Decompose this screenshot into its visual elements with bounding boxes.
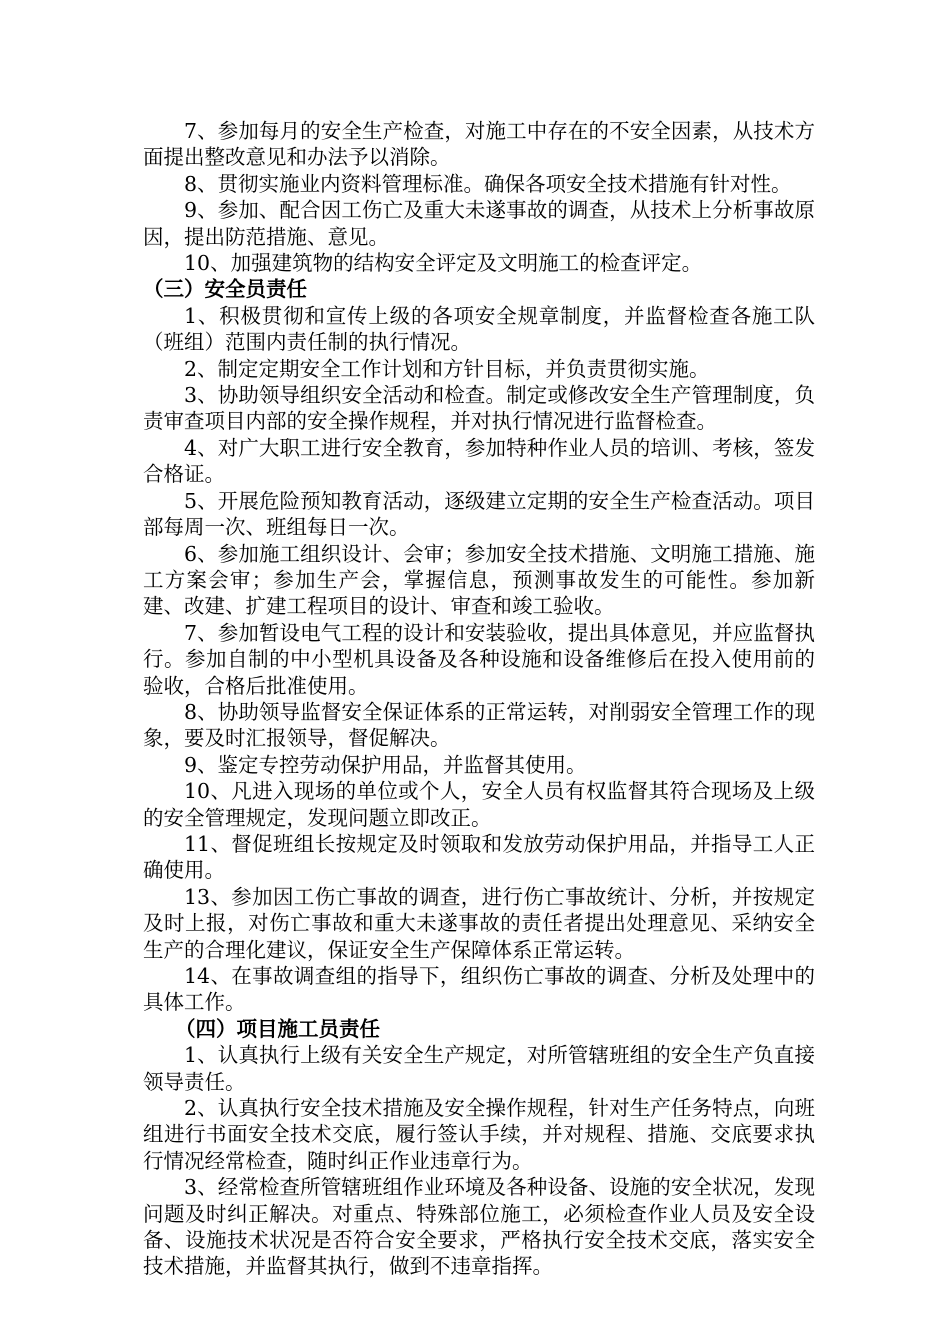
paragraph: 3、协助领导组织安全活动和检查。制定或修改安全生产管理制度，负责审查项目内部的安全操作规程，并对执行情况进行监督检查。 xyxy=(143,383,815,434)
paragraph: 7、参加每月的安全生产检查，对施工中存在的不安全因素，从技术方面提出整改意见和办法予以消除。 xyxy=(143,119,815,170)
paragraph: 8、协助领导监督安全保证体系的正常运转，对削弱安全管理工作的现象，要及时汇报领导，督促解决。 xyxy=(143,699,815,751)
paragraph: 4、对广大职工进行安全教育，参加特种作业人员的培训、考核，签发合格证。 xyxy=(143,435,815,487)
paragraph: 14、在事故调查组的指导下，组织伤亡事故的调查、分析及处理中的具体工作。 xyxy=(143,964,815,1015)
paragraph: 2、制定定期安全工作计划和方针目标，并负责贯彻实施。 xyxy=(184,356,710,381)
paragraph: 1、认真执行上级有关安全生产规定，对所管辖班组的安全生产负直接领导责任。 xyxy=(143,1043,815,1094)
paragraph: 8、贯彻实施业内资料管理标准。确保各项安全技术措施有针对性。 xyxy=(184,171,792,196)
paragraph: 11、督促班组长按规定及时领取和发放劳动保护用品，并指导工人正确使用。 xyxy=(143,831,815,883)
paragraph: 9、鉴定专控劳动保护用品，并监督其使用。 xyxy=(184,752,587,777)
document-body xyxy=(143,118,815,1280)
paragraph: 10、加强建筑物的结构安全评定及文明施工的检查评定。 xyxy=(184,251,703,276)
section-heading: （三）安全员责任 xyxy=(143,277,307,302)
paragraph: 13、参加因工伤亡事故的调查，进行伤亡事故统计、分析，并按规定及时上报，对伤亡事故和重大未遂事故的责任者提出处理意见、采纳安全生产的合理化建议，保证安全生产保障体系正常运转。 xyxy=(143,884,815,962)
paragraph: 9、参加、配合因工伤亡及重大未遂事故的调查，从技术上分析事故原因，提出防范措施、意见。 xyxy=(143,198,815,249)
section-heading: （四）项目施工员责任 xyxy=(175,1016,380,1041)
paragraph: 5、开展危险预知教育活动，逐级建立定期的安全生产检查活动。项目部每周一次、班组每日一次。 xyxy=(143,488,815,540)
paragraph: 6、参加施工组织设计、会审；参加安全技术措施、文明施工措施、施工方案会审；参加生产会，掌握信息，预测事故发生的可能性。参加新建、改建、扩建工程项目的设计、审查和竣工验收。 xyxy=(143,541,815,619)
paragraph: 10、凡进入现场的单位或个人，安全人员有权监督其符合现场及上级的安全管理规定，发现问题立即改正。 xyxy=(143,779,815,830)
paragraph: 7、参加暂设电气工程的设计和安装验收，提出具体意见，并应监督执行。参加自制的中小型机具设备及各种设施和设备维修后在投入使用前的验收，合格后批准使用。 xyxy=(143,620,815,698)
paragraph: 1、积极贯彻和宣传上级的各项安全规章制度，并监督检查各施工队（班组）范围内责任制的执行情况。 xyxy=(143,303,815,355)
paragraph: 2、认真执行安全技术措施及安全操作规程，针对生产任务特点，向班组进行书面安全技术交底，履行签认手续，并对规程、措施、交底要求执行情况经常检查，随时纠正作业违章行为。 xyxy=(143,1096,815,1173)
paragraph: 3、经常检查所管辖班组作业环境及各种设备、设施的安全状况，发现问题及时纠正解决。对重点、特殊部位施工，必须检查作业人员及安全设备、设施技术状况是否符合安全要求，严格执行安全技术交底，落实安全技术措施，并监督其执行，做到不违章指挥。 xyxy=(143,1175,815,1279)
